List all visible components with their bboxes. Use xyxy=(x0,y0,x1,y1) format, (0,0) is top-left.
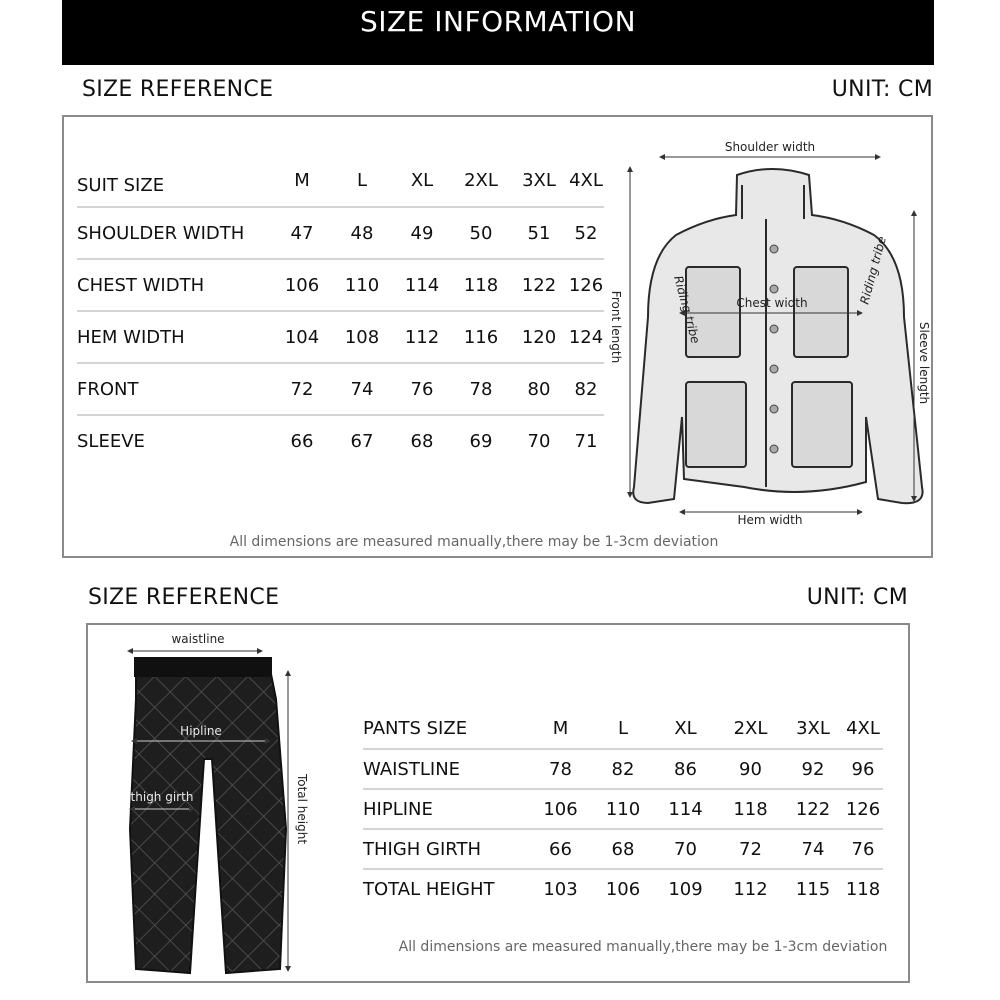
brand-text-left: Riding tribe xyxy=(671,274,703,346)
table-cell: 114 xyxy=(653,789,718,829)
table-cell: 50 xyxy=(452,207,510,259)
jacket-section-title: SIZE REFERENCE xyxy=(82,77,274,102)
table-row xyxy=(77,311,604,363)
table-cell: 48 xyxy=(332,207,392,259)
table-row xyxy=(363,869,883,909)
jacket-shape xyxy=(633,169,922,503)
page-title: SIZE INFORMATION xyxy=(359,5,637,38)
table-cell: 106 xyxy=(593,869,653,909)
table-header-row xyxy=(363,709,883,749)
thigh-girth-label: thigh girth xyxy=(130,790,194,804)
pants-unit-label: UNIT: CM xyxy=(806,585,908,610)
table-row xyxy=(77,415,604,467)
table-cell: 103 xyxy=(528,869,593,909)
pants-section-title: SIZE REFERENCE xyxy=(88,585,280,610)
jacket-size-table xyxy=(77,155,604,467)
table-cell: 52 xyxy=(568,207,604,259)
page-title-bar xyxy=(62,0,934,65)
table-header-row xyxy=(77,155,604,207)
table-cell: 47 xyxy=(272,207,332,259)
jacket-illustration xyxy=(604,127,929,527)
table-header-cell: XL xyxy=(674,718,697,739)
table-cell: 116 xyxy=(452,311,510,363)
table-cell: 68 xyxy=(593,829,653,869)
table-row xyxy=(363,829,883,869)
table-row xyxy=(363,789,883,829)
pants-illustration xyxy=(108,629,338,981)
table-header-cell: M xyxy=(294,170,310,191)
brand-text-right: Riding tribe xyxy=(857,234,889,306)
table-cell: 118 xyxy=(843,869,883,909)
table-cell: 120 xyxy=(510,311,568,363)
jacket-size-panel xyxy=(62,115,933,558)
table-cell: 67 xyxy=(332,415,392,467)
table-cell: 96 xyxy=(843,749,883,789)
table-row xyxy=(77,207,604,259)
table-cell: 106 xyxy=(272,259,332,311)
table-cell: 71 xyxy=(568,415,604,467)
table-cell: 70 xyxy=(653,829,718,869)
table-cell: 66 xyxy=(528,829,593,869)
table-cell: 66 xyxy=(272,415,332,467)
table-cell: 72 xyxy=(718,829,783,869)
table-cell: 126 xyxy=(843,789,883,829)
waistline-label: waistline xyxy=(171,632,225,646)
table-header-cell: PANTS SIZE xyxy=(363,718,468,739)
table-cell: 110 xyxy=(332,259,392,311)
table-cell: 76 xyxy=(843,829,883,869)
pants-deviation-note: All dimensions are measured manually,there may be 1-3cm deviation xyxy=(398,939,888,955)
front-length-label: Front length xyxy=(609,290,623,364)
shoulder-width-label: Shoulder width xyxy=(724,140,816,154)
table-cell: 109 xyxy=(653,869,718,909)
pants-size-table xyxy=(363,709,883,909)
table-header-cell: 2XL xyxy=(733,718,768,739)
chest-width-label: Chest width xyxy=(736,296,808,310)
sleeve-length-label: Sleeve length xyxy=(917,321,931,405)
table-cell: 72 xyxy=(272,363,332,415)
table-cell: 90 xyxy=(718,749,783,789)
table-header-cell: XL xyxy=(410,170,434,191)
table-cell: 80 xyxy=(510,363,568,415)
row-label: HEM WIDTH xyxy=(77,311,272,363)
table-cell: 92 xyxy=(783,749,843,789)
table-header-cell: 4XL xyxy=(846,718,880,739)
table-cell: 114 xyxy=(392,259,452,311)
table-cell: 124 xyxy=(568,311,604,363)
row-label: WAISTLINE xyxy=(363,749,528,789)
table-cell: 104 xyxy=(272,311,332,363)
table-cell: 68 xyxy=(392,415,452,467)
table-cell: 112 xyxy=(718,869,783,909)
table-cell: 122 xyxy=(783,789,843,829)
table-header-cell: 3XL xyxy=(522,170,556,191)
total-height-label: Total height xyxy=(295,773,309,845)
row-label: HIPLINE xyxy=(363,789,528,829)
table-cell: 126 xyxy=(568,259,604,311)
table-cell: 118 xyxy=(452,259,510,311)
table-header-cell: 3XL xyxy=(796,718,830,739)
table-cell: 49 xyxy=(392,207,452,259)
table-header-cell: L xyxy=(617,718,629,739)
table-header-cell: L xyxy=(356,170,368,191)
table-cell: 74 xyxy=(332,363,392,415)
row-label: FRONT xyxy=(77,363,272,415)
table-cell: 78 xyxy=(452,363,510,415)
table-cell: 76 xyxy=(392,363,452,415)
hem-width-label: Hem width xyxy=(737,513,803,527)
pants-size-panel xyxy=(86,623,910,983)
table-row xyxy=(363,749,883,789)
table-cell: 110 xyxy=(593,789,653,829)
table-cell: 51 xyxy=(510,207,568,259)
table-cell: 82 xyxy=(593,749,653,789)
table-header-cell: 2XL xyxy=(464,170,498,191)
pants-shape xyxy=(130,657,286,973)
table-row xyxy=(77,363,604,415)
row-label: SLEEVE xyxy=(77,415,272,467)
table-cell: 86 xyxy=(653,749,718,789)
table-header-cell: M xyxy=(552,718,569,739)
table-cell: 70 xyxy=(510,415,568,467)
table-cell: 78 xyxy=(528,749,593,789)
table-cell: 82 xyxy=(568,363,604,415)
table-header-cell: 4XL xyxy=(569,170,603,191)
table-cell: 122 xyxy=(510,259,568,311)
table-cell: 69 xyxy=(452,415,510,467)
row-label: CHEST WIDTH xyxy=(77,259,272,311)
table-cell: 106 xyxy=(528,789,593,829)
table-cell: 118 xyxy=(718,789,783,829)
table-header-cell: SUIT SIZE xyxy=(77,175,165,196)
jacket-unit-label: UNIT: CM xyxy=(831,77,933,102)
row-label: SHOULDER WIDTH xyxy=(77,207,272,259)
table-cell: 112 xyxy=(392,311,452,363)
table-row xyxy=(77,259,604,311)
row-label: TOTAL HEIGHT xyxy=(363,869,528,909)
table-cell: 74 xyxy=(783,829,843,869)
row-label: THIGH GIRTH xyxy=(363,829,528,869)
jacket-deviation-note: All dimensions are measured manually,there may be 1-3cm deviation xyxy=(229,534,719,550)
table-cell: 115 xyxy=(783,869,843,909)
hipline-label: Hipline xyxy=(180,724,222,738)
table-cell: 108 xyxy=(332,311,392,363)
